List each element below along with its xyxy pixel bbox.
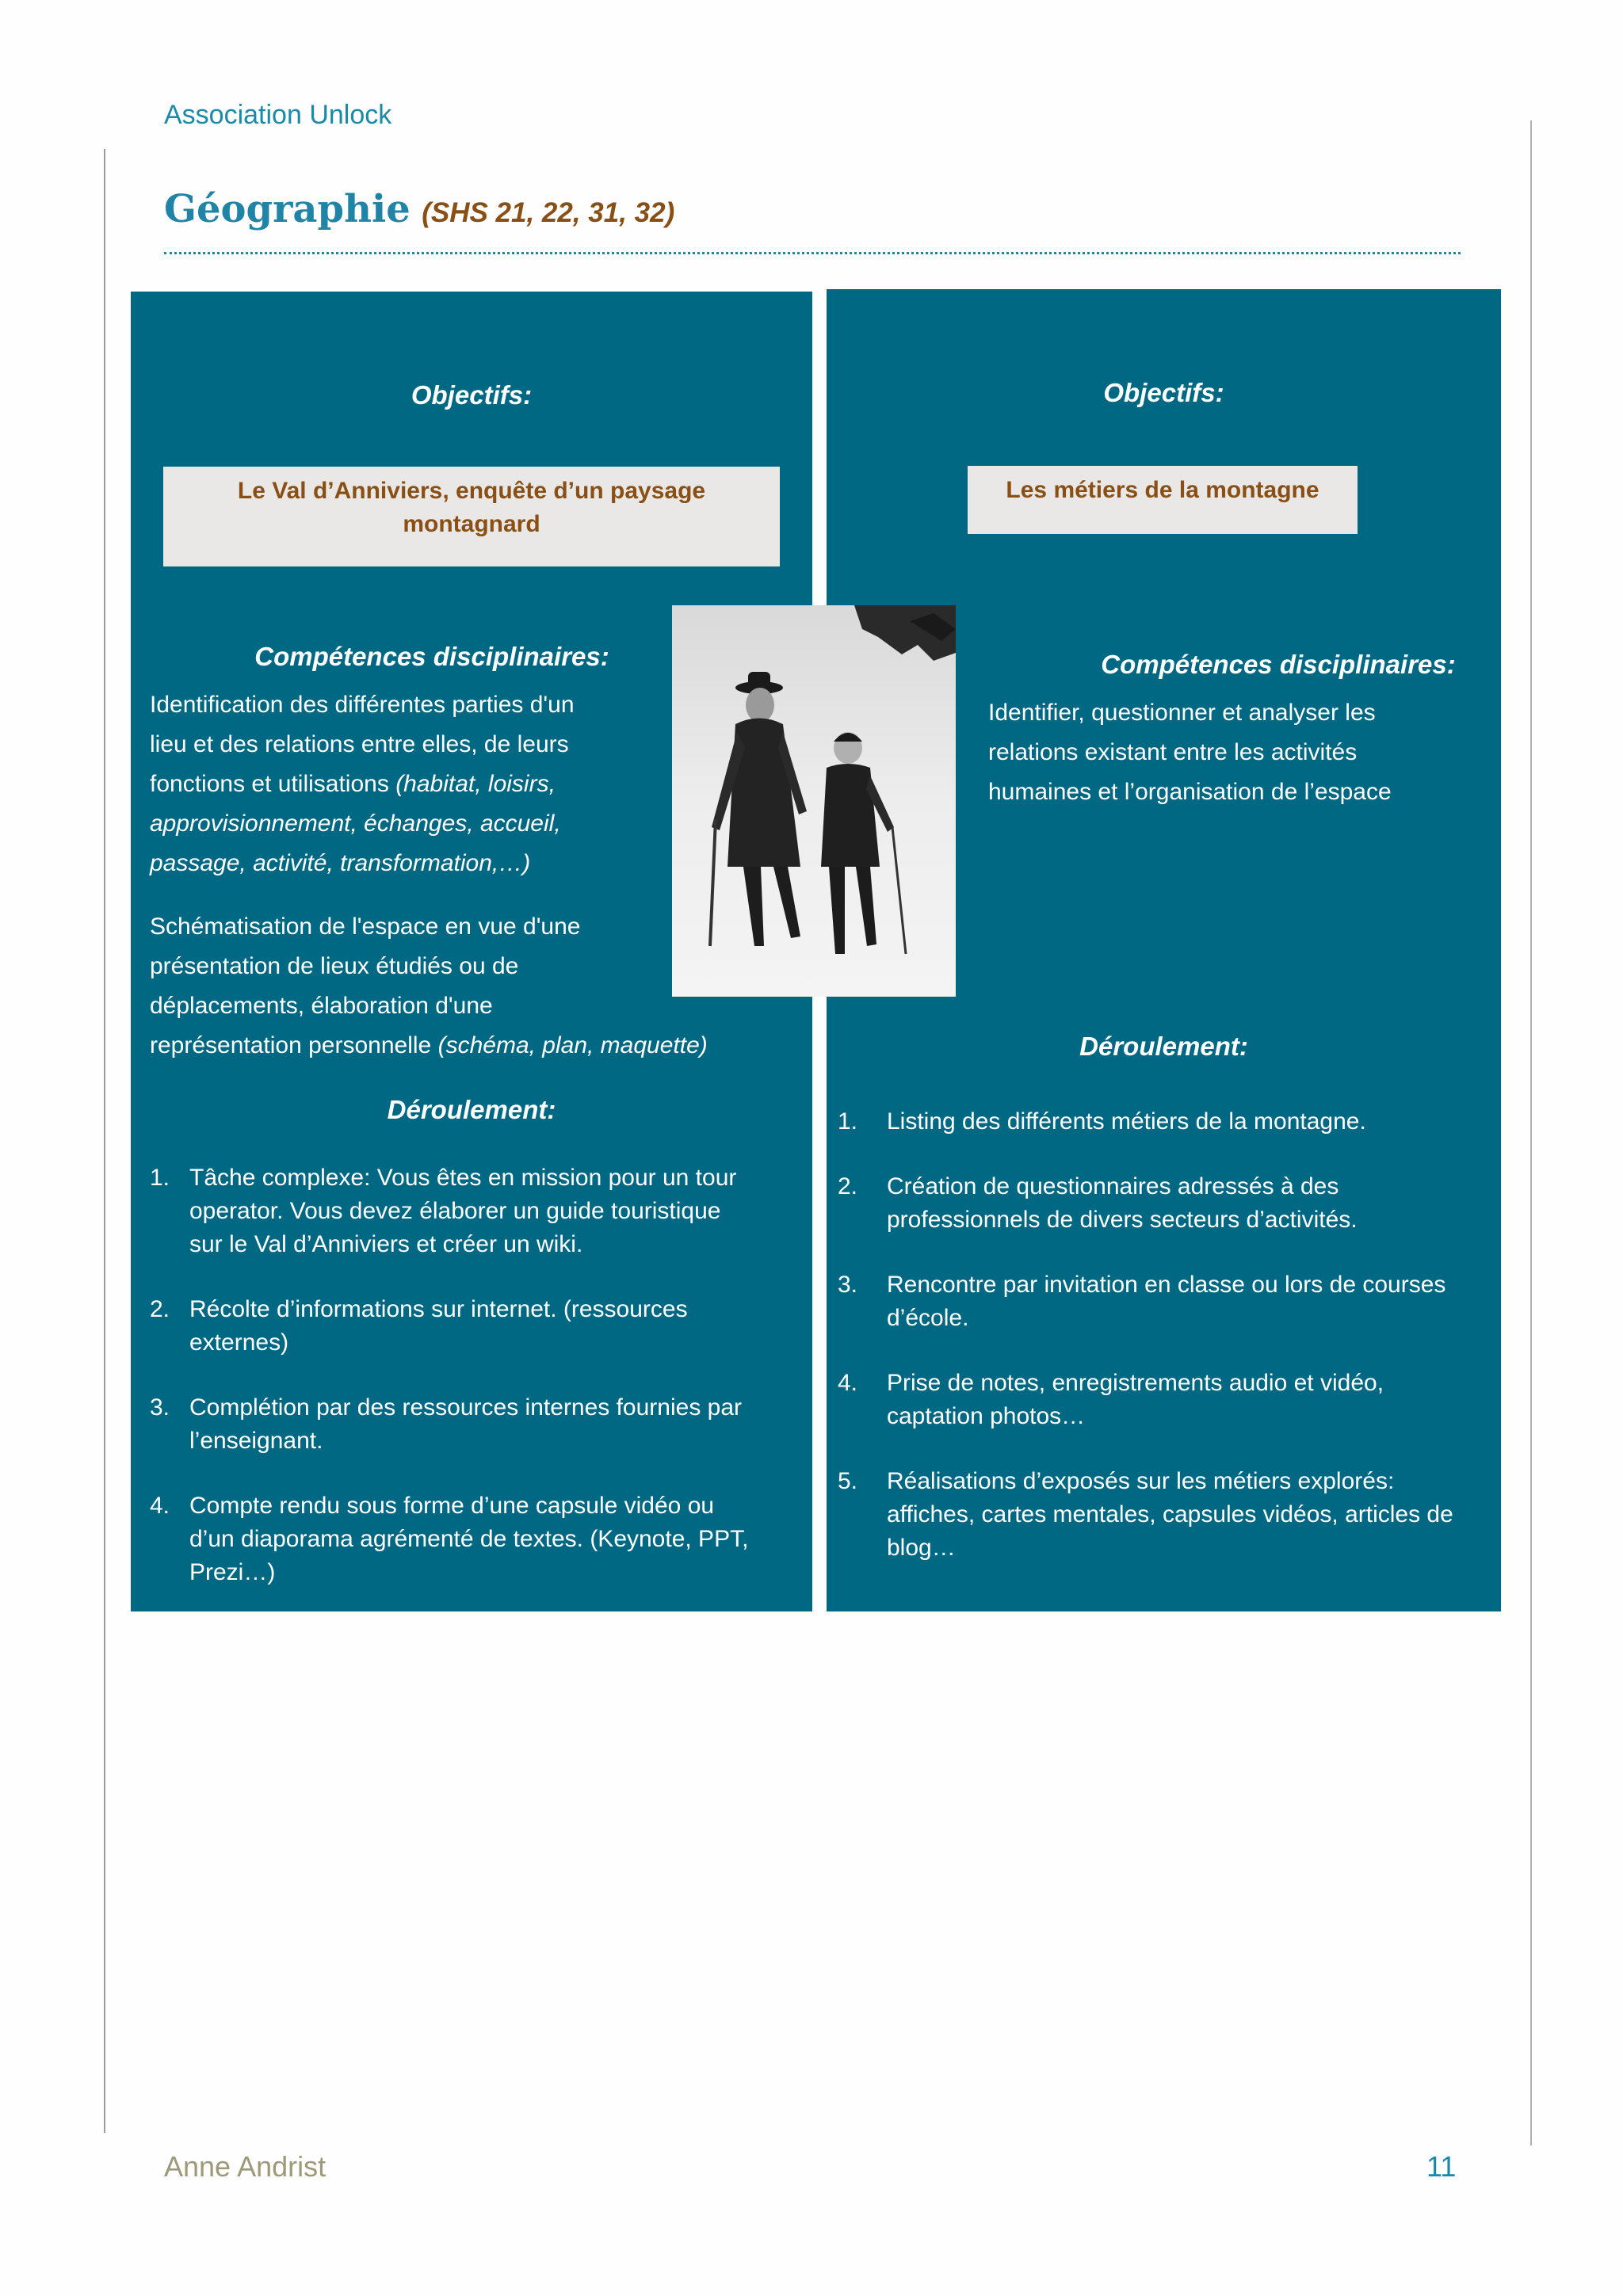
text-line: Schématisation de l'espace en vue d'une [150, 913, 581, 940]
list-item [838, 1268, 1495, 1335]
text-line: Complétion par des ressources internes fournies par [189, 1394, 743, 1421]
text-line: Prise de notes, enregistrements audio et vidéo, [887, 1370, 1384, 1396]
list-item-text [189, 1293, 800, 1360]
historic-photo [672, 605, 956, 997]
text-italic-span: (schéma, plan, maquette) [437, 1032, 708, 1058]
list-item-text [887, 1465, 1495, 1565]
list-item [838, 1367, 1495, 1433]
right-objectif-text: Les métiers de la montagne [1006, 477, 1319, 503]
footer-page-number: 11 [1426, 2150, 1457, 2183]
list-item-text [887, 1367, 1495, 1433]
left-objectif-box [163, 467, 780, 566]
text-line: Récolte d’informations sur internet. (ressources [189, 1296, 688, 1322]
text-line: humaines et l’organisation de l’espace [988, 779, 1392, 805]
photo-hikers-in-snow-icon [672, 605, 956, 997]
list-item-number: 1. [838, 1108, 858, 1135]
list-item-text [887, 1170, 1495, 1237]
text-line: externes) [189, 1329, 289, 1356]
left-competence-1 [150, 685, 689, 883]
list-item-number: 3. [838, 1272, 858, 1298]
right-deroulement-heading: Déroulement: [1079, 1032, 1248, 1061]
list-item-text [887, 1105, 1495, 1138]
text-line: captation photos… [887, 1403, 1086, 1429]
list-item-text [887, 1268, 1495, 1335]
text-line: operator. Vous devez élaborer un guide touristique [189, 1198, 721, 1224]
text-line: présentation de lieux étudiés ou de [150, 953, 519, 979]
text-line: approvisionnement, échanges, accueil, [150, 810, 561, 837]
list-item-number: 1. [150, 1165, 170, 1191]
text-span: représentation personnelle [150, 1032, 432, 1058]
list-item-number: 5. [838, 1468, 858, 1494]
list-item [150, 1489, 800, 1589]
dotted-divider [164, 252, 1461, 254]
right-competences-heading: Compétences disciplinaires: [1101, 650, 1456, 679]
text-line: Identification des différentes parties d'un [150, 692, 575, 718]
text-line: Compte rendu sous forme d’une capsule vidéo ou [189, 1493, 715, 1519]
text-line: Identifier, questionner et analyser les [988, 700, 1376, 726]
text-line: relations existant entre les activités [988, 739, 1358, 765]
list-item-text [189, 1489, 800, 1589]
list-item-number: 2. [838, 1173, 858, 1199]
page-title [164, 187, 674, 231]
list-item [838, 1105, 1495, 1138]
text-line: lieu et des relations entre elles, de leurs [150, 731, 569, 757]
text-italic-span: (habitat, loisirs, [395, 771, 556, 797]
list-item-number: 2. [150, 1296, 170, 1322]
footer-author: Anne Andrist [164, 2150, 327, 2183]
text-line: Réalisations d’exposés sur les métiers explorés: [887, 1468, 1395, 1494]
list-item [838, 1170, 1495, 1237]
list-item [838, 1465, 1495, 1565]
text-line: déplacements, élaboration d'une [150, 993, 493, 1019]
page-margin-rule-right [1530, 120, 1532, 2145]
text-span: fonctions et utilisations [150, 771, 389, 797]
list-item [150, 1161, 800, 1261]
list-item-number: 3. [150, 1394, 170, 1421]
list-item-number: 4. [150, 1493, 170, 1519]
right-competence [988, 693, 1480, 812]
left-steps-list [150, 1161, 800, 1589]
left-objectif-line-1: Le Val d’Anniviers, enquête d’un paysage [237, 478, 706, 504]
right-steps-list [838, 1105, 1495, 1565]
left-objectif-line-2: montagnard [403, 511, 540, 537]
title-subtitle: (SHS 21, 22, 31, 32) [422, 197, 675, 228]
list-item-text [189, 1391, 800, 1458]
list-item-text [189, 1161, 800, 1261]
right-objectifs-heading: Objectifs: [1103, 378, 1224, 407]
text-line: l’enseignant. [189, 1428, 323, 1454]
left-objectifs-heading: Objectifs: [411, 380, 533, 410]
page-margin-rule-left [104, 149, 105, 2133]
header-organization: Association Unlock [164, 100, 392, 130]
text-line: passage, activité, transformation,…) [150, 850, 531, 876]
text-line: blog… [887, 1535, 956, 1561]
text-line [150, 765, 689, 804]
text-line: Rencontre par invitation en classe ou lors de courses [887, 1272, 1446, 1298]
list-item [150, 1293, 800, 1360]
text-line: sur le Val d’Anniviers et créer un wiki. [189, 1231, 583, 1257]
text-line: Création de questionnaires adressés à des [887, 1173, 1339, 1199]
left-deroulement-heading: Déroulement: [387, 1095, 556, 1124]
right-objectif-box [968, 466, 1358, 534]
text-line: Tâche complexe: Vous êtes en mission pour un tour [189, 1165, 737, 1191]
text-line [150, 1026, 784, 1066]
text-line: d’école. [887, 1305, 969, 1331]
text-line: Listing des différents métiers de la montagne. [887, 1108, 1366, 1135]
text-line: Prezi…) [189, 1559, 276, 1585]
title-main: Géographie [164, 187, 411, 231]
left-competences-heading: Compétences disciplinaires: [254, 642, 609, 671]
text-line: d’un diaporama agrémenté de textes. (Keynote, PPT, [189, 1526, 749, 1552]
list-item [150, 1391, 800, 1458]
text-line: affiches, cartes mentales, capsules vidéos, articles de [887, 1501, 1453, 1527]
list-item-number: 4. [838, 1370, 858, 1396]
text-line: professionnels de divers secteurs d’activités. [887, 1207, 1358, 1233]
